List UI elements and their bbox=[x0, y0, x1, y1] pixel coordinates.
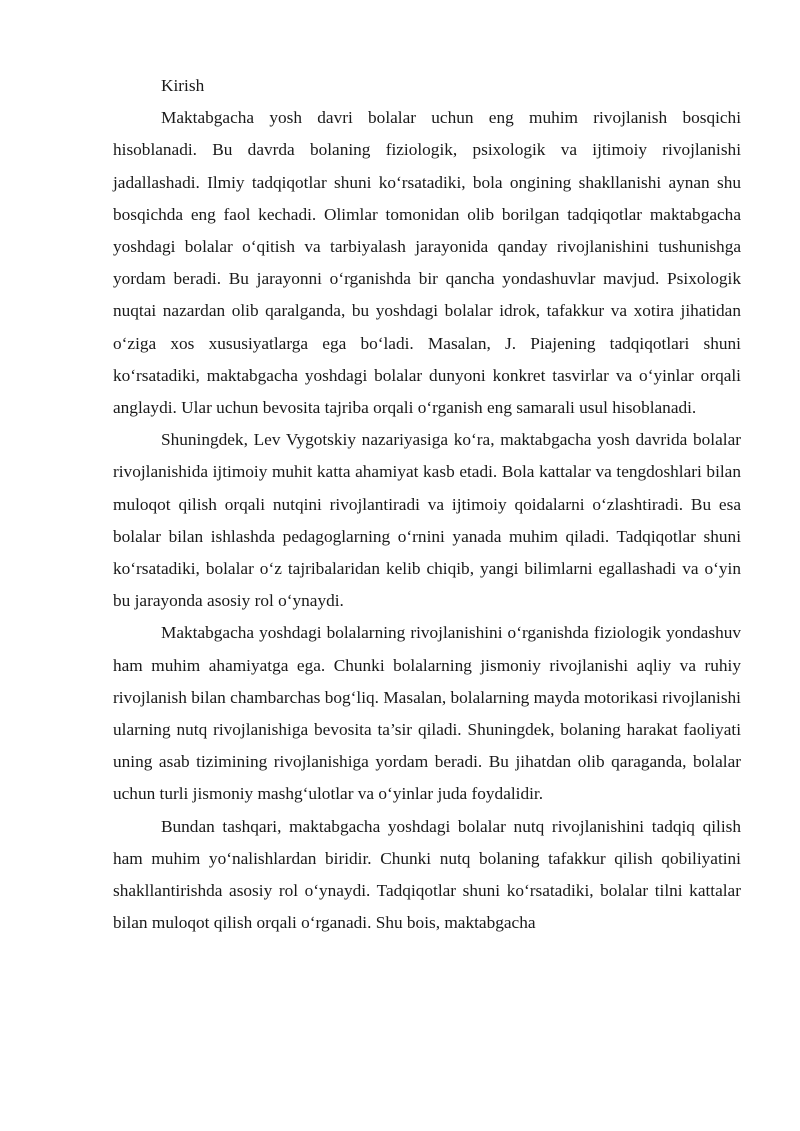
section-heading: Kirish bbox=[161, 76, 205, 95]
paragraph-vygotsky: Shuningdek, Lev Vygotskiy nazariyasiga ko‘ra, maktabgacha yosh davrida bolalar rivojlanishida ijtimoiy muhit katta ahamiyat kasb etadi. Bola kattalar va tengdoshlari bilan muloqot qilish orqali nutqini rivojlantiradi va ijtimoiy qoidalarni o‘zlashtiradi. Bu esa bolalar bilan ishlashda pedagoglarning o‘rnini yanada muhim qiladi. Tadqiqotlar shuni ko‘rsatadiki, bolalar o‘z tajribalaridan kelib chiqib, yangi bilimlarni egallashadi va o‘yin bu jarayonda asosiy rol o‘ynaydi. bbox=[113, 430, 741, 611]
document-page bbox=[113, 70, 741, 939]
paragraph-physiological: Maktabgacha yoshdagi bolalarning rivojlanishini o‘rganishda fiziologik yondashuv ham muhim ahamiyatga ega. Chunki bolalarning jismoniy rivojlanishi aqliy va ruhiy rivojlanish bilan chambarchas bog‘liq. Masalan, bolalarning mayda motorikasi rivojlanishi ularning nutq rivojlanishiga bevosita ta’sir qiladi. Shuningdek, bolaning harakat faoliyati uning asab tizimining rivojlanishiga yordam beradi. Bu jihatdan olib qaraganda, bolalar uchun turli jismoniy mashg‘ulotlar va o‘yinlar juda foydalidir. bbox=[113, 623, 741, 804]
paragraph-speech: Bundan tashqari, maktabgacha yoshdagi bolalar nutq rivojlanishini tadqiq qilish ham muhim yo‘nalishlardan biridir. Chunki nutq bolaning tafakkur qilish qobiliyatini shakllantirishda asosiy rol o‘ynaydi. Tadqiqotlar shuni ko‘rsatadiki, bolalar tilni kattalar bilan muloqot qilish orqali o‘rganadi. Shu bois, maktabgacha bbox=[113, 816, 741, 933]
paragraph-introduction: Maktabgacha yosh davri bolalar uchun eng muhim rivojlanish bosqichi hisoblanadi. Bu davrda bolaning fiziologik, psixologik va ijtimoiy rivojlanishi jadallashadi. Ilmiy tadqiqotlar shuni ko‘rsatadiki, bola ongining shakllanishi aynan shu bosqichda eng faol kechadi. Olimlar tomonidan olib borilgan tadqiqotlar maktabgacha yoshdagi bolalar o‘qitish va tarbiyalash jarayonida qanday rivojlanishini tushunishga yordam beradi. Bu jarayonni o‘rganishda bir qancha yondashuvlar mavjud. Psixologik nuqtai nazardan olib qaralganda, bu yoshdagi bolalar idrok, tafakkur va xotira jihatidan o‘ziga xos xususiyatlarga ega bo‘ladi. Masalan, J. Piajening tadqiqotlari shuni ko‘rsatadiki, maktabgacha yoshdagi bolalar dunyoni konkret tasvirlar va o‘yinlar orqali anglaydi. Ular uchun bevosita tajriba orqali o‘rganish eng samarali usul hisoblanadi. bbox=[113, 108, 741, 418]
